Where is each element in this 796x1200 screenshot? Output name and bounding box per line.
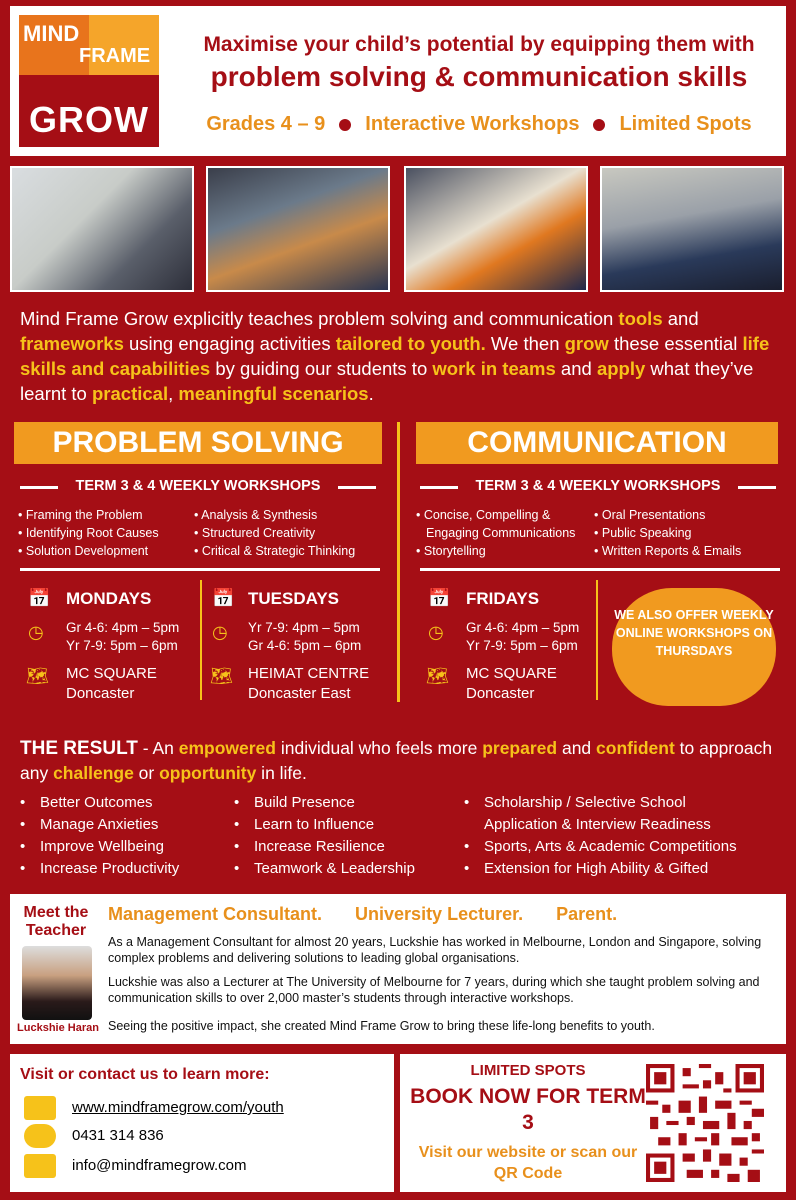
role: Parent. bbox=[556, 904, 618, 924]
intro-highlight: apply bbox=[596, 358, 646, 379]
comm-list-2 bbox=[594, 506, 784, 560]
phone-icon bbox=[24, 1124, 56, 1148]
result-list-3 bbox=[464, 792, 784, 880]
comm-weekly-heading: TERM 3 & 4 WEEKLY WORKSHOPS bbox=[475, 478, 721, 494]
venue-suburb: Doncaster bbox=[466, 685, 535, 702]
monday-label: MONDAYS bbox=[66, 589, 152, 608]
intro-highlight: grow bbox=[564, 333, 609, 354]
result-text: in life. bbox=[256, 763, 307, 783]
venue-suburb: Doncaster East bbox=[248, 685, 351, 702]
result-highlight: opportunity bbox=[159, 763, 257, 783]
intro-highlight: tools bbox=[618, 308, 663, 329]
bullet-dot bbox=[593, 119, 605, 131]
intro-text: We then bbox=[485, 333, 565, 354]
time-slot: Gr 4-6: 5pm – 6pm bbox=[248, 638, 362, 653]
friday-label: FRIDAYS bbox=[466, 589, 540, 608]
monday-times bbox=[66, 619, 179, 655]
ps-list-2 bbox=[194, 506, 394, 560]
teacher-roles bbox=[108, 904, 645, 925]
role: University Lecturer. bbox=[355, 904, 524, 924]
venue-name: MC SQUARE bbox=[466, 665, 557, 682]
list-item: • Increase Productivity bbox=[20, 858, 230, 880]
time-slot: Yr 7-9: 5pm – 6pm bbox=[66, 638, 178, 653]
intro-highlight: life skills and capabilities bbox=[20, 333, 770, 379]
list-item-continued bbox=[416, 524, 596, 542]
problem-solving-title: PROBLEM SOLVING bbox=[14, 422, 382, 464]
photo-strip bbox=[10, 166, 786, 292]
result-list-1 bbox=[20, 792, 230, 880]
logo-word-mind: MIND bbox=[23, 21, 80, 46]
result-highlight: prepared bbox=[482, 738, 558, 758]
photo-students-presenting bbox=[600, 166, 784, 292]
qr-code[interactable] bbox=[646, 1064, 764, 1182]
tag-grades: Grades 4 – 9 bbox=[206, 113, 326, 135]
map-icon: 🗺 bbox=[26, 666, 49, 686]
tag-limited: Limited Spots bbox=[619, 113, 752, 135]
teacher-panel bbox=[10, 894, 786, 1044]
rule bbox=[338, 486, 376, 489]
time-slot: Gr 4-6: 4pm – 5pm bbox=[466, 620, 580, 635]
photo-classroom bbox=[10, 166, 194, 292]
list-item: • Concise, Compelling & bbox=[416, 506, 596, 524]
intro-text: by guiding our students to bbox=[210, 358, 433, 379]
ps-list-1 bbox=[18, 506, 198, 560]
role: Management Consultant. bbox=[108, 904, 323, 924]
day-divider bbox=[596, 580, 598, 700]
intro-text: . bbox=[368, 383, 374, 404]
limited-spots-label: LIMITED SPOTS bbox=[470, 1062, 586, 1079]
list-item-text: Engaging Communications bbox=[426, 526, 576, 540]
list-item-text: Application & Interview Readiness bbox=[484, 816, 711, 833]
ps-weekly-heading: TERM 3 & 4 WEEKLY WORKSHOPS bbox=[75, 478, 321, 494]
list-item: • Identifying Root Causes bbox=[18, 524, 198, 542]
phone-number: 0431 314 836 bbox=[72, 1127, 164, 1144]
headline-2: problem solving & communication skills bbox=[210, 61, 748, 92]
result-text: or bbox=[133, 763, 160, 783]
venue-name: MC SQUARE bbox=[66, 665, 157, 682]
tuesday-location bbox=[248, 664, 369, 704]
contact-panel bbox=[10, 1054, 394, 1192]
result-lead: THE RESULT bbox=[20, 738, 138, 759]
list-item: • Better Outcomes bbox=[20, 792, 230, 814]
intro-highlight: frameworks bbox=[20, 333, 124, 354]
intro-text: and bbox=[555, 358, 597, 379]
result-statement bbox=[20, 736, 780, 786]
tag-line bbox=[169, 113, 789, 136]
teacher-photo bbox=[22, 946, 92, 1020]
intro-highlight: tailored to youth. bbox=[335, 333, 486, 354]
list-item: • Oral Presentations bbox=[594, 506, 784, 524]
list-item-continued bbox=[464, 814, 784, 836]
list-item: • Build Presence bbox=[234, 792, 460, 814]
result-text: individual who feels more bbox=[275, 738, 483, 758]
bullet-dot bbox=[339, 119, 351, 131]
book-now-label: BOOK NOW FOR TERM 3 bbox=[410, 1085, 646, 1134]
list-item: • Storytelling bbox=[416, 542, 596, 560]
list-item: • Extension for High Ability & Gifted bbox=[464, 858, 784, 880]
result-highlight: confident bbox=[596, 738, 675, 758]
list-item: • Improve Wellbeing bbox=[20, 836, 230, 858]
calendar-icon: 📅 bbox=[28, 588, 51, 608]
list-item: • Sports, Arts & Academic Competitions bbox=[464, 836, 784, 858]
clock-icon: ◷ bbox=[28, 622, 44, 642]
intro-text: these essential bbox=[608, 333, 743, 354]
intro-text: and bbox=[662, 308, 699, 329]
list-item: • Manage Anxieties bbox=[20, 814, 230, 836]
rule bbox=[420, 486, 458, 489]
intro-highlight: meaningful scenarios bbox=[178, 383, 369, 404]
tuesday-times bbox=[248, 619, 361, 655]
logo-word-grow: GROW bbox=[29, 99, 149, 140]
list-item: • Solution Development bbox=[18, 542, 198, 560]
result-text: and bbox=[557, 738, 597, 758]
calendar-icon: 📅 bbox=[212, 588, 235, 608]
intro-highlight: practical bbox=[92, 383, 169, 404]
friday-location bbox=[466, 664, 557, 704]
booking-panel bbox=[400, 1054, 786, 1192]
intro-text: what they’ve learnt to bbox=[20, 358, 754, 404]
email-address: info@mindframegrow.com bbox=[72, 1157, 247, 1174]
header bbox=[10, 6, 786, 156]
venue-name: HEIMAT CENTRE bbox=[248, 665, 370, 682]
list-item: • Critical & Strategic Thinking bbox=[194, 542, 394, 560]
result-highlight: challenge bbox=[53, 763, 134, 783]
comm-list-1 bbox=[416, 506, 596, 560]
list-item: • Structured Creativity bbox=[194, 524, 394, 542]
result-list-2 bbox=[234, 792, 460, 880]
rule bbox=[420, 568, 780, 571]
intro-paragraph bbox=[20, 306, 776, 406]
list-item: • Analysis & Synthesis bbox=[194, 506, 394, 524]
teacher-bio-2: Luckshie was also a Lecturer at The University of Melbourne for 7 years, during which she taught problem solving and communication skills to over 2,000 master’s students through interactive workshops. bbox=[108, 975, 760, 1005]
result-text: to approach any bbox=[20, 738, 773, 783]
list-item: • Public Speaking bbox=[594, 524, 784, 542]
rule bbox=[20, 486, 58, 489]
time-slot: Yr 7-9: 5pm – 6pm bbox=[466, 638, 578, 653]
qr-code-graphic bbox=[646, 1064, 764, 1182]
clock-icon: ◷ bbox=[212, 622, 228, 642]
contact-heading: Visit or contact us to learn more: bbox=[20, 1066, 270, 1083]
tag-workshops: Interactive Workshops bbox=[365, 113, 580, 135]
photo-group-activity bbox=[206, 166, 390, 292]
day-divider bbox=[200, 580, 202, 700]
list-item: • Increase Resilience bbox=[234, 836, 460, 858]
logo-word-frame: FRAME bbox=[79, 45, 151, 67]
venue-suburb: Doncaster bbox=[66, 685, 135, 702]
time-slot: Yr 7-9: 4pm – 5pm bbox=[248, 620, 360, 635]
online-workshops-badge: WE ALSO OFFER WEEKLY ONLINE WORKSHOPS ON THURSDAYS bbox=[612, 588, 776, 706]
list-item: • Scholarship / Selective School bbox=[464, 792, 784, 814]
website-link[interactable]: www.mindframegrow.com/youth bbox=[72, 1099, 284, 1116]
result-text: - An bbox=[137, 738, 179, 758]
intro-text: Mind Frame Grow explicitly teaches problem solving and communication bbox=[20, 308, 619, 329]
teacher-name: Luckshie Haran bbox=[17, 1022, 99, 1034]
list-item: • Written Reports & Emails bbox=[594, 542, 784, 560]
intro-highlight: work in teams bbox=[432, 358, 556, 379]
intro-text: , bbox=[168, 383, 179, 404]
clock-icon: ◷ bbox=[428, 622, 444, 642]
teacher-bio-1: As a Management Consultant for almost 20 years, Luckshie has worked in Melbourne, London and Singapore, solving complex problems and delivering solutions to leading global organisations. bbox=[108, 935, 762, 965]
intro-text: using engaging activities bbox=[123, 333, 336, 354]
teacher-bio-3: Seeing the positive impact, she created Mind Frame Grow to bring these life-long benefits to youth. bbox=[108, 1019, 655, 1033]
rule bbox=[20, 568, 380, 571]
monday-location bbox=[66, 664, 157, 704]
visit-or-scan-label: Visit our website or scan our QR Code bbox=[418, 1144, 638, 1182]
map-icon: 🗺 bbox=[426, 666, 449, 686]
list-item: • Framing the Problem bbox=[18, 506, 198, 524]
headline-1: Maximise your child’s potential by equipping them with bbox=[203, 33, 755, 56]
result-highlight: empowered bbox=[178, 738, 276, 758]
logo bbox=[19, 15, 159, 147]
map-icon: 🗺 bbox=[210, 666, 233, 686]
meet-teacher-label: Meet the Teacher bbox=[23, 904, 89, 939]
section-divider bbox=[397, 422, 400, 702]
tuesday-label: TUESDAYS bbox=[248, 589, 340, 608]
list-item: • Learn to Influence bbox=[234, 814, 460, 836]
photo-students-writing bbox=[404, 166, 588, 292]
envelope-icon bbox=[24, 1154, 56, 1178]
communication-title: COMMUNICATION bbox=[416, 422, 778, 464]
globe-icon bbox=[24, 1096, 56, 1120]
rule bbox=[738, 486, 776, 489]
friday-times bbox=[466, 619, 579, 655]
list-item: • Teamwork & Leadership bbox=[234, 858, 460, 880]
time-slot: Gr 4-6: 4pm – 5pm bbox=[66, 620, 180, 635]
calendar-icon: 📅 bbox=[428, 588, 451, 608]
